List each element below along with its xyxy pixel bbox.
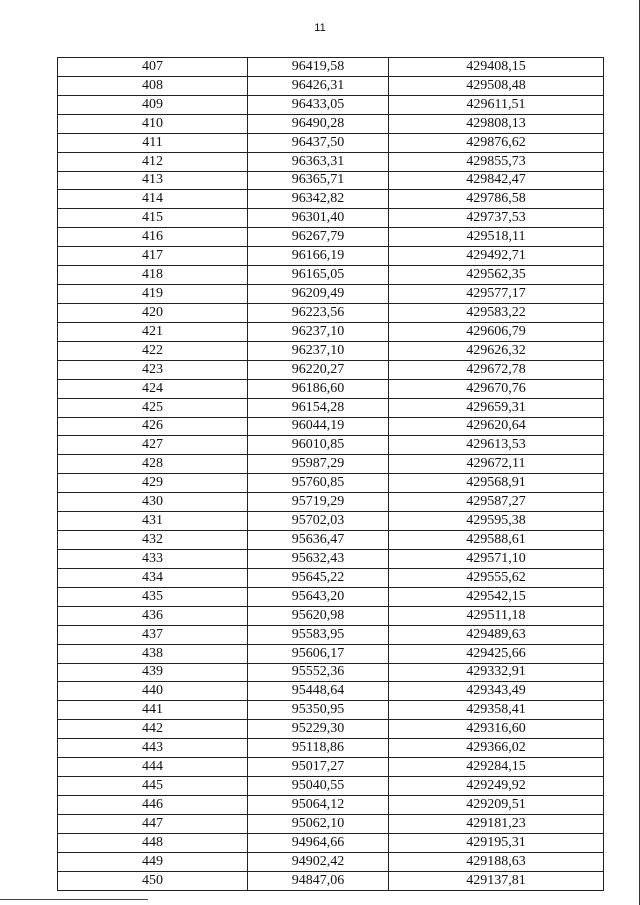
- table-row: [58, 663, 604, 682]
- point-number-cell: 443: [58, 739, 248, 758]
- point-number-cell: 407: [58, 58, 248, 77]
- y-coordinate-cell: 429518,11: [389, 228, 604, 247]
- point-number-cell: 417: [58, 247, 248, 266]
- x-coordinate-cell: 96220,27: [248, 360, 389, 379]
- y-coordinate-cell: 429672,11: [389, 455, 604, 474]
- table-row: [58, 587, 604, 606]
- y-coordinate-cell: 429542,15: [389, 587, 604, 606]
- y-coordinate-cell: 429620,64: [389, 417, 604, 436]
- table-row: [58, 644, 604, 663]
- y-coordinate-cell: 429508,48: [389, 76, 604, 95]
- x-coordinate-cell: 95636,47: [248, 531, 389, 550]
- y-coordinate-cell: 429408,15: [389, 58, 604, 77]
- table-row: [58, 512, 604, 531]
- x-coordinate-cell: 95620,98: [248, 606, 389, 625]
- table-row: [58, 95, 604, 114]
- point-number-cell: 421: [58, 322, 248, 341]
- table-row: [58, 190, 604, 209]
- point-number-cell: 433: [58, 549, 248, 568]
- x-coordinate-cell: 96490,28: [248, 114, 389, 133]
- point-number-cell: 422: [58, 341, 248, 360]
- point-number-cell: 425: [58, 398, 248, 417]
- y-coordinate-cell: 429366,02: [389, 739, 604, 758]
- point-number-cell: 412: [58, 152, 248, 171]
- point-number-cell: 439: [58, 663, 248, 682]
- point-number-cell: 424: [58, 379, 248, 398]
- x-coordinate-cell: 94847,06: [248, 871, 389, 890]
- footnote-rule: [0, 899, 148, 900]
- x-coordinate-cell: 95987,29: [248, 455, 389, 474]
- point-number-cell: 440: [58, 682, 248, 701]
- table-row: [58, 341, 604, 360]
- y-coordinate-cell: 429611,51: [389, 95, 604, 114]
- x-coordinate-cell: 96419,58: [248, 58, 389, 77]
- table-row: [58, 720, 604, 739]
- y-coordinate-cell: 429511,18: [389, 606, 604, 625]
- x-coordinate-cell: 95583,95: [248, 625, 389, 644]
- point-number-cell: 410: [58, 114, 248, 133]
- x-coordinate-cell: 96267,79: [248, 228, 389, 247]
- table-row: [58, 852, 604, 871]
- point-number-cell: 446: [58, 795, 248, 814]
- x-coordinate-cell: 95643,20: [248, 587, 389, 606]
- table-row: [58, 739, 604, 758]
- y-coordinate-cell: 429137,81: [389, 871, 604, 890]
- table-row: [58, 795, 604, 814]
- table-row: [58, 209, 604, 228]
- table-row: [58, 568, 604, 587]
- y-coordinate-cell: 429577,17: [389, 285, 604, 304]
- table-row: [58, 436, 604, 455]
- table-row: [58, 682, 604, 701]
- x-coordinate-cell: 95552,36: [248, 663, 389, 682]
- point-number-cell: 408: [58, 76, 248, 95]
- x-coordinate-cell: 95062,10: [248, 814, 389, 833]
- y-coordinate-cell: 429808,13: [389, 114, 604, 133]
- page-number: 11: [314, 22, 326, 34]
- x-coordinate-cell: 95448,64: [248, 682, 389, 701]
- y-coordinate-cell: 429492,71: [389, 247, 604, 266]
- point-number-cell: 409: [58, 95, 248, 114]
- y-coordinate-cell: 429555,62: [389, 568, 604, 587]
- x-coordinate-cell: 95606,17: [248, 644, 389, 663]
- table-row: [58, 625, 604, 644]
- x-coordinate-cell: 95040,55: [248, 777, 389, 796]
- y-coordinate-cell: 429209,51: [389, 795, 604, 814]
- x-coordinate-cell: 96237,10: [248, 322, 389, 341]
- x-coordinate-cell: 95645,22: [248, 568, 389, 587]
- y-coordinate-cell: 429588,61: [389, 531, 604, 550]
- point-number-cell: 442: [58, 720, 248, 739]
- x-coordinate-cell: 95719,29: [248, 493, 389, 512]
- point-number-cell: 449: [58, 852, 248, 871]
- y-coordinate-cell: 429659,31: [389, 398, 604, 417]
- table-row: [58, 266, 604, 285]
- table-row: [58, 701, 604, 720]
- point-number-cell: 418: [58, 266, 248, 285]
- y-coordinate-cell: 429568,91: [389, 474, 604, 493]
- table-row: [58, 493, 604, 512]
- y-coordinate-cell: 429249,92: [389, 777, 604, 796]
- y-coordinate-cell: 429332,91: [389, 663, 604, 682]
- table-row: [58, 322, 604, 341]
- x-coordinate-cell: 96301,40: [248, 209, 389, 228]
- y-coordinate-cell: 429316,60: [389, 720, 604, 739]
- point-number-cell: 432: [58, 531, 248, 550]
- table-row: [58, 531, 604, 550]
- point-number-cell: 414: [58, 190, 248, 209]
- y-coordinate-cell: 429425,66: [389, 644, 604, 663]
- y-coordinate-cell: 429606,79: [389, 322, 604, 341]
- table-row: [58, 474, 604, 493]
- x-coordinate-cell: 95632,43: [248, 549, 389, 568]
- x-coordinate-cell: 96186,60: [248, 379, 389, 398]
- point-number-cell: 411: [58, 133, 248, 152]
- table-row: [58, 171, 604, 190]
- x-coordinate-cell: 96044,19: [248, 417, 389, 436]
- point-number-cell: 430: [58, 493, 248, 512]
- y-coordinate-cell: 429195,31: [389, 833, 604, 852]
- y-coordinate-cell: 429876,62: [389, 133, 604, 152]
- x-coordinate-cell: 96437,50: [248, 133, 389, 152]
- table-row: [58, 133, 604, 152]
- table-row: [58, 814, 604, 833]
- y-coordinate-cell: 429670,76: [389, 379, 604, 398]
- table-row: [58, 871, 604, 890]
- point-number-cell: 441: [58, 701, 248, 720]
- x-coordinate-cell: 96365,71: [248, 171, 389, 190]
- table-row: [58, 549, 604, 568]
- point-number-cell: 444: [58, 758, 248, 777]
- point-number-cell: 416: [58, 228, 248, 247]
- coordinates-table-body: [58, 58, 604, 891]
- y-coordinate-cell: 429737,53: [389, 209, 604, 228]
- table-row: [58, 303, 604, 322]
- point-number-cell: 431: [58, 512, 248, 531]
- x-coordinate-cell: 96165,05: [248, 266, 389, 285]
- y-coordinate-cell: 429181,23: [389, 814, 604, 833]
- point-number-cell: 429: [58, 474, 248, 493]
- table-row: [58, 758, 604, 777]
- x-coordinate-cell: 96342,82: [248, 190, 389, 209]
- point-number-cell: 419: [58, 285, 248, 304]
- x-coordinate-cell: 94902,42: [248, 852, 389, 871]
- y-coordinate-cell: 429786,58: [389, 190, 604, 209]
- x-coordinate-cell: 96363,31: [248, 152, 389, 171]
- point-number-cell: 445: [58, 777, 248, 796]
- x-coordinate-cell: 96433,05: [248, 95, 389, 114]
- point-number-cell: 415: [58, 209, 248, 228]
- x-coordinate-cell: 95702,03: [248, 512, 389, 531]
- y-coordinate-cell: 429343,49: [389, 682, 604, 701]
- y-coordinate-cell: 429626,32: [389, 341, 604, 360]
- table-row: [58, 777, 604, 796]
- y-coordinate-cell: 429358,41: [389, 701, 604, 720]
- x-coordinate-cell: 96209,49: [248, 285, 389, 304]
- table-row: [58, 152, 604, 171]
- y-coordinate-cell: 429583,22: [389, 303, 604, 322]
- y-coordinate-cell: 429672,78: [389, 360, 604, 379]
- x-coordinate-cell: 94964,66: [248, 833, 389, 852]
- point-number-cell: 427: [58, 436, 248, 455]
- point-number-cell: 426: [58, 417, 248, 436]
- table-row: [58, 455, 604, 474]
- table-row: [58, 247, 604, 266]
- table-row: [58, 285, 604, 304]
- x-coordinate-cell: 96154,28: [248, 398, 389, 417]
- point-number-cell: 423: [58, 360, 248, 379]
- point-number-cell: 450: [58, 871, 248, 890]
- y-coordinate-cell: 429562,35: [389, 266, 604, 285]
- point-number-cell: 420: [58, 303, 248, 322]
- x-coordinate-cell: 95064,12: [248, 795, 389, 814]
- table-row: [58, 417, 604, 436]
- y-coordinate-cell: 429855,73: [389, 152, 604, 171]
- y-coordinate-cell: 429613,53: [389, 436, 604, 455]
- point-number-cell: 437: [58, 625, 248, 644]
- table-row: [58, 114, 604, 133]
- x-coordinate-cell: 95118,86: [248, 739, 389, 758]
- point-number-cell: 438: [58, 644, 248, 663]
- x-coordinate-cell: 96223,56: [248, 303, 389, 322]
- y-coordinate-cell: 429587,27: [389, 493, 604, 512]
- table-row: [58, 833, 604, 852]
- x-coordinate-cell: 96237,10: [248, 341, 389, 360]
- y-coordinate-cell: 429284,15: [389, 758, 604, 777]
- table-row: [58, 76, 604, 95]
- y-coordinate-cell: 429595,38: [389, 512, 604, 531]
- point-number-cell: 447: [58, 814, 248, 833]
- x-coordinate-cell: 95017,27: [248, 758, 389, 777]
- point-number-cell: 413: [58, 171, 248, 190]
- y-coordinate-cell: 429489,63: [389, 625, 604, 644]
- coordinates-table: [57, 57, 604, 891]
- x-coordinate-cell: 96166,19: [248, 247, 389, 266]
- x-coordinate-cell: 95760,85: [248, 474, 389, 493]
- point-number-cell: 435: [58, 587, 248, 606]
- table-row: [58, 606, 604, 625]
- x-coordinate-cell: 95229,30: [248, 720, 389, 739]
- table-row: [58, 58, 604, 77]
- point-number-cell: 436: [58, 606, 248, 625]
- y-coordinate-cell: 429842,47: [389, 171, 604, 190]
- table-row: [58, 360, 604, 379]
- table-row: [58, 379, 604, 398]
- point-number-cell: 448: [58, 833, 248, 852]
- table-row: [58, 398, 604, 417]
- y-coordinate-cell: 429571,10: [389, 549, 604, 568]
- x-coordinate-cell: 95350,95: [248, 701, 389, 720]
- y-coordinate-cell: 429188,63: [389, 852, 604, 871]
- point-number-cell: 428: [58, 455, 248, 474]
- x-coordinate-cell: 96010,85: [248, 436, 389, 455]
- point-number-cell: 434: [58, 568, 248, 587]
- table-row: [58, 228, 604, 247]
- x-coordinate-cell: 96426,31: [248, 76, 389, 95]
